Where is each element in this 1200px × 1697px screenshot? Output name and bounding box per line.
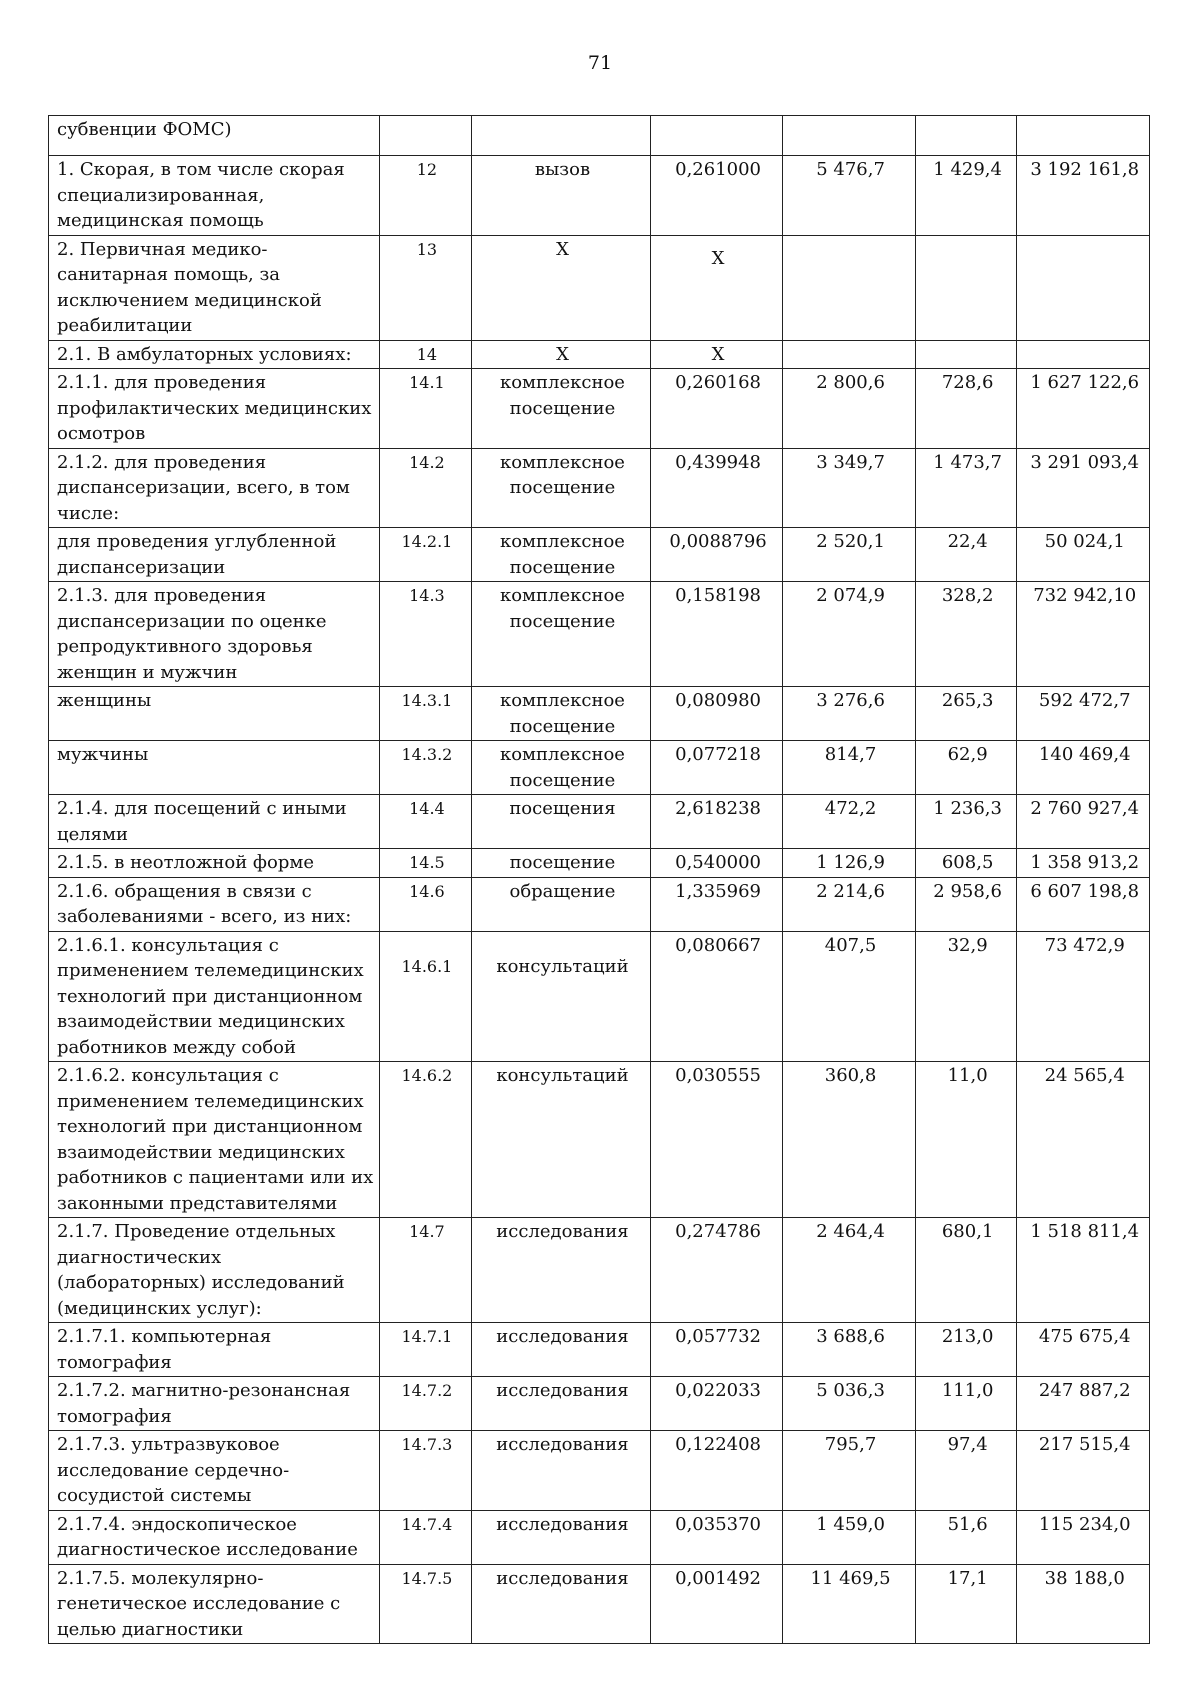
- row-value: 0,158198: [650, 582, 782, 687]
- table-row: [49, 528, 1150, 582]
- row-value: 3 276,6: [783, 687, 915, 741]
- row-value: 0,122408: [650, 1431, 782, 1511]
- table-row: [49, 1564, 1150, 1644]
- table-row: [49, 1323, 1150, 1377]
- row-unit: комплексное посещение: [472, 369, 651, 449]
- row-name: 2. Первичная медико-санитарная помощь, за исключением медицинской реабилитации: [49, 235, 380, 340]
- row-unit: Х: [472, 235, 651, 340]
- row-value: 1 627 122,6: [1017, 369, 1150, 449]
- row-value: 1 358 913,2: [1017, 849, 1150, 878]
- row-value: [783, 340, 915, 369]
- row-value: 0,080667: [650, 931, 782, 1062]
- row-name: 2.1.7.2. магнитно-резонансная томография: [49, 1377, 380, 1431]
- row-value: [915, 235, 1017, 340]
- row-value: 11 469,5: [783, 1564, 915, 1644]
- row-code: 14.4: [379, 795, 471, 849]
- row-name: 2.1.7.1. компьютерная томография: [49, 1323, 380, 1377]
- row-unit: посещения: [472, 795, 651, 849]
- row-value: 51,6: [915, 1510, 1017, 1564]
- table-row: [49, 795, 1150, 849]
- row-value: 32,9: [915, 931, 1017, 1062]
- table-row: [49, 582, 1150, 687]
- table-row: [49, 448, 1150, 528]
- row-value: 97,4: [915, 1431, 1017, 1511]
- row-value: 472,2: [783, 795, 915, 849]
- row-value: 265,3: [915, 687, 1017, 741]
- row-unit: комплексное посещение: [472, 528, 651, 582]
- row-code: 13: [379, 235, 471, 340]
- row-unit: обращение: [472, 877, 651, 931]
- row-unit: консультаций: [472, 931, 651, 1062]
- row-unit: вызов: [472, 156, 651, 236]
- row-value: 115 234,0: [1017, 1510, 1150, 1564]
- row-code: 14.3.1: [379, 687, 471, 741]
- row-value: Х: [650, 235, 782, 340]
- table-row: [49, 116, 1150, 156]
- row-value: 608,5: [915, 849, 1017, 878]
- row-value: 140 469,4: [1017, 741, 1150, 795]
- row-name: 2.1.7.4. эндоскопическое диагностическое исследование: [49, 1510, 380, 1564]
- row-value: 0,261000: [650, 156, 782, 236]
- row-code: 14.7.4: [379, 1510, 471, 1564]
- row-value: 213,0: [915, 1323, 1017, 1377]
- row-value: 2 800,6: [783, 369, 915, 449]
- row-value: 475 675,4: [1017, 1323, 1150, 1377]
- row-value: [1017, 235, 1150, 340]
- row-unit: посещение: [472, 849, 651, 878]
- row-name: женщины: [49, 687, 380, 741]
- table-row: [49, 741, 1150, 795]
- row-value: [1017, 116, 1150, 156]
- row-unit: исследования: [472, 1431, 651, 1511]
- row-value: 2 760 927,4: [1017, 795, 1150, 849]
- row-value: 3 688,6: [783, 1323, 915, 1377]
- row-value: 62,9: [915, 741, 1017, 795]
- row-value: 3 349,7: [783, 448, 915, 528]
- row-unit: исследования: [472, 1377, 651, 1431]
- row-name: мужчины: [49, 741, 380, 795]
- row-value: 3 192 161,8: [1017, 156, 1150, 236]
- row-unit: комплексное посещение: [472, 741, 651, 795]
- row-value: 2 074,9: [783, 582, 915, 687]
- row-value: 0,080980: [650, 687, 782, 741]
- row-value: 3 291 093,4: [1017, 448, 1150, 528]
- row-code: [379, 116, 471, 156]
- row-value: 17,1: [915, 1564, 1017, 1644]
- table-row: [49, 849, 1150, 878]
- row-unit: комплексное посещение: [472, 582, 651, 687]
- row-unit: комплексное посещение: [472, 687, 651, 741]
- row-code: 14.5: [379, 849, 471, 878]
- row-value: 22,4: [915, 528, 1017, 582]
- row-value: 2 520,1: [783, 528, 915, 582]
- row-value: 814,7: [783, 741, 915, 795]
- row-value: 2 214,6: [783, 877, 915, 931]
- row-value: 73 472,9: [1017, 931, 1150, 1062]
- funding-table: [48, 115, 1150, 1644]
- row-value: 0,030555: [650, 1062, 782, 1218]
- row-value: 360,8: [783, 1062, 915, 1218]
- row-code: 14.7.3: [379, 1431, 471, 1511]
- row-value: [915, 116, 1017, 156]
- row-value: 2 464,4: [783, 1218, 915, 1323]
- row-value: 0,057732: [650, 1323, 782, 1377]
- row-value: 795,7: [783, 1431, 915, 1511]
- row-value: 328,2: [915, 582, 1017, 687]
- row-name: для проведения углубленной диспансеризации: [49, 528, 380, 582]
- row-code: 14.2.1: [379, 528, 471, 582]
- row-value: [783, 235, 915, 340]
- table-row: [49, 687, 1150, 741]
- table-row: [49, 156, 1150, 236]
- row-name: 2.1.1. для проведения профилактических медицинских осмотров: [49, 369, 380, 449]
- row-value: 1 459,0: [783, 1510, 915, 1564]
- table-row: [49, 1377, 1150, 1431]
- row-unit: исследования: [472, 1564, 651, 1644]
- row-value: 728,6: [915, 369, 1017, 449]
- row-value: 0,274786: [650, 1218, 782, 1323]
- table-row: [49, 877, 1150, 931]
- row-name: субвенции ФОМС): [49, 116, 380, 156]
- row-name: 2.1.7.3. ультразвуковое исследование сердечно-сосудистой системы: [49, 1431, 380, 1511]
- row-code: 14.2: [379, 448, 471, 528]
- row-unit: консультаций: [472, 1062, 651, 1218]
- row-value: [650, 116, 782, 156]
- row-value: 1 429,4: [915, 156, 1017, 236]
- row-name: 2.1. В амбулаторных условиях:: [49, 340, 380, 369]
- row-value: 592 472,7: [1017, 687, 1150, 741]
- table-row: [49, 931, 1150, 1062]
- row-code: 14: [379, 340, 471, 369]
- row-value: 0,0088796: [650, 528, 782, 582]
- row-value: 0,077218: [650, 741, 782, 795]
- row-name: 2.1.2. для проведения диспансеризации, всего, в том числе:: [49, 448, 380, 528]
- row-name: 2.1.6. обращения в связи с заболеваниями - всего, из них:: [49, 877, 380, 931]
- row-name: 2.1.6.1. консультация с применением телемедицинских технологий при дистанционном взаимодействии медицинских работников между собой: [49, 931, 380, 1062]
- row-value: 11,0: [915, 1062, 1017, 1218]
- row-value: 38 188,0: [1017, 1564, 1150, 1644]
- row-value: 0,439948: [650, 448, 782, 528]
- row-value: 1 126,9: [783, 849, 915, 878]
- row-value: 0,022033: [650, 1377, 782, 1431]
- table-row: [49, 1510, 1150, 1564]
- table-row: [49, 235, 1150, 340]
- row-code: 14.3.2: [379, 741, 471, 795]
- table-row: [49, 1431, 1150, 1511]
- row-name: 2.1.4. для посещений с иными целями: [49, 795, 380, 849]
- row-value: [783, 116, 915, 156]
- row-value: 2,618238: [650, 795, 782, 849]
- row-value: 5 036,3: [783, 1377, 915, 1431]
- row-value: 50 024,1: [1017, 528, 1150, 582]
- row-name: 2.1.7. Проведение отдельных диагностических (лабораторных) исследований (медицинских услуг):: [49, 1218, 380, 1323]
- row-value: 217 515,4: [1017, 1431, 1150, 1511]
- table-row: [49, 1062, 1150, 1218]
- row-value: 0,035370: [650, 1510, 782, 1564]
- row-name: 1. Скорая, в том числе скорая специализированная, медицинская помощь: [49, 156, 380, 236]
- row-value: 111,0: [915, 1377, 1017, 1431]
- table-row: [49, 340, 1150, 369]
- row-value: 680,1: [915, 1218, 1017, 1323]
- row-code: 14.6.2: [379, 1062, 471, 1218]
- row-value: 1 518 811,4: [1017, 1218, 1150, 1323]
- row-value: 407,5: [783, 931, 915, 1062]
- row-value: 732 942,10: [1017, 582, 1150, 687]
- row-code: 12: [379, 156, 471, 236]
- row-value: 247 887,2: [1017, 1377, 1150, 1431]
- row-unit: исследования: [472, 1218, 651, 1323]
- row-value: 0,260168: [650, 369, 782, 449]
- row-unit: исследования: [472, 1510, 651, 1564]
- row-code: 14.6.1: [379, 931, 471, 1062]
- row-unit: комплексное посещение: [472, 448, 651, 528]
- row-value: 6 607 198,8: [1017, 877, 1150, 931]
- row-code: 14.1: [379, 369, 471, 449]
- row-code: 14.7: [379, 1218, 471, 1323]
- table-row: [49, 369, 1150, 449]
- row-value: 24 565,4: [1017, 1062, 1150, 1218]
- page-number: 71: [587, 52, 613, 74]
- row-value: Х: [650, 340, 782, 369]
- row-name: 2.1.7.5. молекулярно-генетическое исследование с целью диагностики: [49, 1564, 380, 1644]
- row-value: [915, 340, 1017, 369]
- row-name: 2.1.5. в неотложной форме: [49, 849, 380, 878]
- row-code: 14.7.5: [379, 1564, 471, 1644]
- row-value: 5 476,7: [783, 156, 915, 236]
- row-unit: [472, 116, 651, 156]
- row-value: 1,335969: [650, 877, 782, 931]
- row-value: 1 473,7: [915, 448, 1017, 528]
- row-value: [1017, 340, 1150, 369]
- row-value: 1 236,3: [915, 795, 1017, 849]
- row-name: 2.1.6.2. консультация с применением телемедицинских технологий при дистанционном взаимодействии медицинских работников с пациентами или их законными представителями: [49, 1062, 380, 1218]
- row-code: 14.3: [379, 582, 471, 687]
- row-value: 0,540000: [650, 849, 782, 878]
- row-unit: Х: [472, 340, 651, 369]
- row-value: 2 958,6: [915, 877, 1017, 931]
- row-code: 14.7.2: [379, 1377, 471, 1431]
- row-name: 2.1.3. для проведения диспансеризации по оценке репродуктивного здоровья женщин и мужчин: [49, 582, 380, 687]
- row-code: 14.6: [379, 877, 471, 931]
- row-value: 0,001492: [650, 1564, 782, 1644]
- table-row: [49, 1218, 1150, 1323]
- row-code: 14.7.1: [379, 1323, 471, 1377]
- row-unit: исследования: [472, 1323, 651, 1377]
